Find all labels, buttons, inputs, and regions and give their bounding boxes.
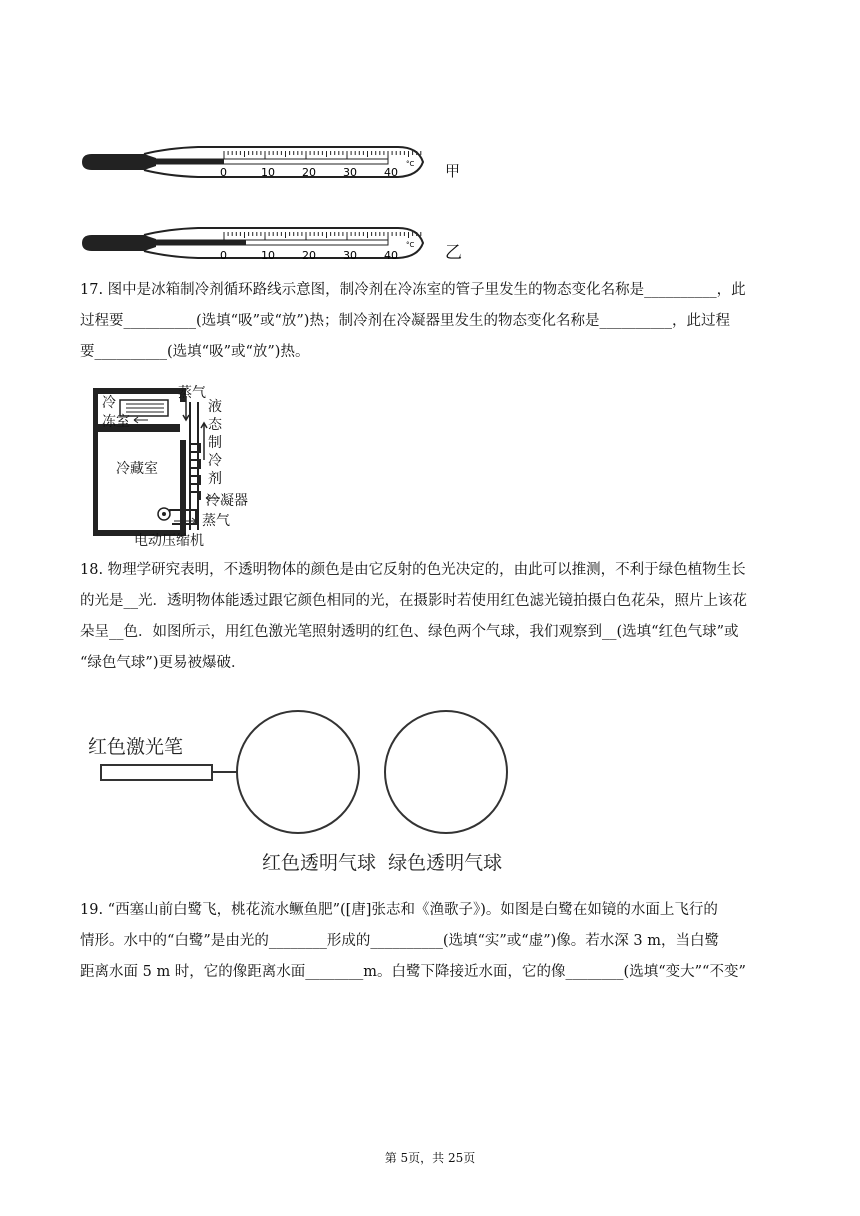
scale-label: 30 — [343, 166, 357, 179]
liquid-refrigerant-char: 冷 — [208, 453, 222, 469]
question-18-line: 18. 物理学研究表明，不透明物体的颜色是由它反射的色光决定的，由此可以推测，不利于绿色植物生长 — [80, 562, 746, 578]
compressor-label: 电动压缩机 — [134, 533, 204, 549]
liquid-refrigerant-char: 态 — [208, 417, 222, 433]
question-17-line: 要__________(选填“吸”或“放”)热。 — [80, 344, 310, 360]
condenser-label: 冷凝器 — [206, 493, 248, 509]
scale-label: 0 — [220, 166, 227, 179]
liquid-refrigerant-label — [208, 398, 222, 488]
laser-pointer-shape — [101, 765, 212, 780]
balloons-caption: 红色透明气球 绿色透明气球 — [262, 852, 503, 874]
thermometer-yi-label: 乙 — [445, 243, 462, 263]
question-18-line: “绿色气球”)更易被爆破． — [80, 655, 246, 671]
question-17-line: 17. 图中是冰箱制冷剂循环路线示意图，制冷剂在冷冻室的管子里发生的物态变化名称是__________，此 — [80, 282, 746, 298]
scale-label: 20 — [302, 166, 316, 179]
question-19-line: 19. “西塞山前白鹭飞，桃花流水鳜鱼肥”([唐]张志和《渔歌子》)。如图是白鹭在如镜的水面上飞行的 — [80, 902, 718, 918]
thermometer-jia-label: 甲 — [445, 162, 461, 180]
thermometer-jia — [78, 140, 438, 190]
liquid-refrigerant-char: 制 — [208, 435, 222, 451]
question-18 — [80, 555, 780, 679]
question-19-line: 距离水面 5 m 时，它的像距离水面________m。白鹭下降接近水面，它的像________(选填“变大”“不变” — [80, 964, 746, 980]
fridge-room-label: 冷藏室 — [116, 461, 158, 477]
scale-label: 40 — [384, 249, 398, 262]
scale-label: 20 — [302, 249, 316, 262]
question-19-line: 情形。水中的“白鹭”是由光的________形成的__________(选填“实”或“虚”)像。若水深 3 m，当白鹭 — [80, 933, 719, 949]
question-19 — [80, 895, 780, 988]
steam-bottom-label: 蒸气 — [202, 513, 230, 529]
unit-label: °C — [406, 241, 415, 249]
page-footer: 第 5页，共 25页 — [384, 1151, 476, 1165]
unit-label: °C — [406, 160, 415, 168]
laser-label: 红色激光笔 — [88, 736, 184, 758]
scale-label: 30 — [343, 249, 357, 262]
steam-top-label: 蒸气 — [178, 385, 206, 401]
liquid-refrigerant-char: 液 — [208, 399, 222, 415]
green-balloon-shape — [385, 711, 507, 833]
question-18-line: 的光是__光．透明物体能透过跟它颜色相同的光，在摄影时若使用红色滤光镜拍摄白色花朵，照片上该花 — [80, 593, 747, 609]
question-17-line: 过程要__________(选填“吸”或“放”)热；制冷剂在冷凝器里发生的物态变化名称是__________，此过程 — [80, 313, 730, 329]
scale-label: 10 — [261, 166, 275, 179]
freezer-label-line: 冻室 — [102, 414, 130, 430]
liquid-refrigerant-char: 剂 — [208, 471, 222, 487]
balloons-figure — [80, 700, 540, 880]
thermometer-yi — [78, 221, 438, 271]
scale-label: 10 — [261, 249, 275, 262]
question-17 — [80, 275, 780, 368]
scale-label: 40 — [384, 166, 398, 179]
freezer-label-line: 冷 — [102, 395, 116, 411]
question-18-line: 朵呈__色．如图所示，用红色激光笔照射透明的红色、绿色两个气球，我们观察到__(选填“红色气球”或 — [80, 624, 739, 640]
freezer-label — [102, 394, 130, 432]
fridge-diagram — [78, 380, 268, 552]
red-balloon-shape — [237, 711, 359, 833]
scale-label: 0 — [220, 249, 227, 262]
